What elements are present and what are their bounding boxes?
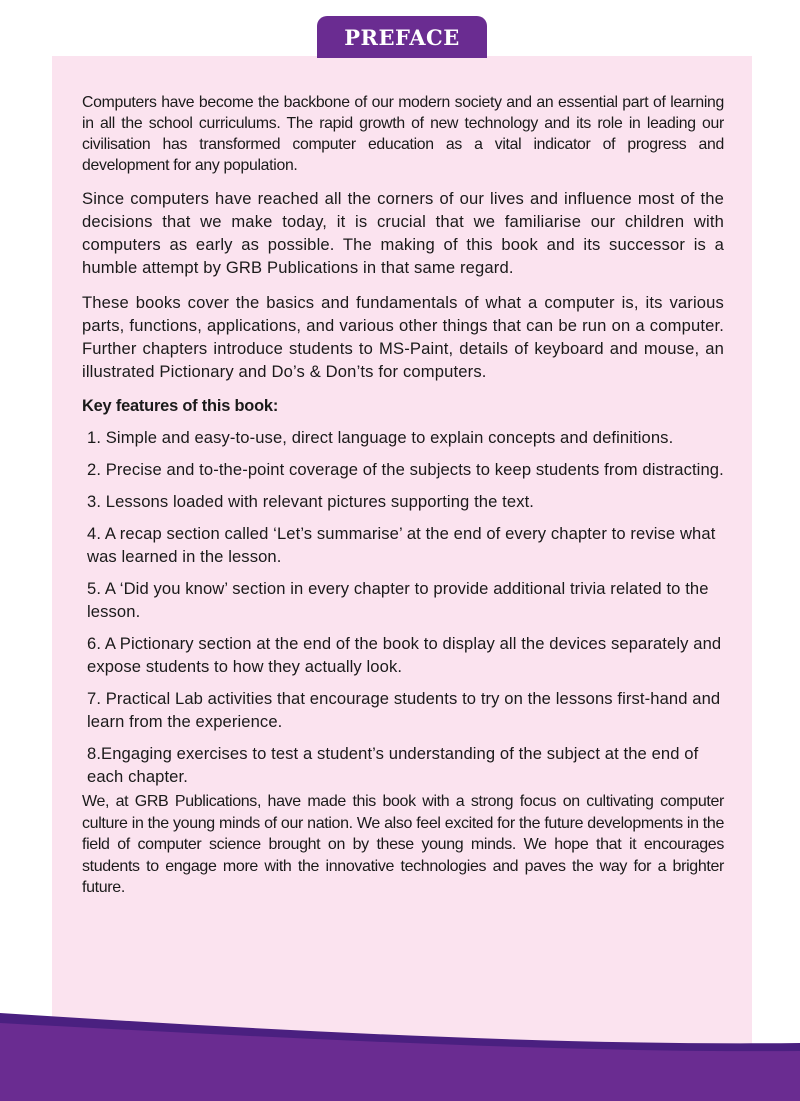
paragraph-2: Since computers have reached all the corners of our lives and influence most of the decisions that we make today, it is crucial that we familiarise our children with computers as early as possible. The making of this book and its successor is a humble attempt by GRB Publications in that same regard. — [82, 189, 724, 277]
title-tab — [317, 16, 487, 58]
feature-item: 2. Precise and to-the-point coverage of the subjects to keep students from distracting. — [87, 460, 724, 479]
feature-item: 1. Simple and easy-to-use, direct language to explain concepts and definitions. — [87, 428, 674, 447]
paragraph-1: Computers have become the backbone of our modern society and an essential part of learning in all the school curriculums. The rapid growth of new technology and its role in leading our civilisation has transformed computer education as a vital indicator of progress and development for any population. — [82, 94, 724, 174]
feature-item: 6. A Pictionary section at the end of the book to display all the devices separately and expose students to how they actually look. — [87, 634, 722, 676]
feature-item: 3. Lessons loaded with relevant pictures supporting the text. — [87, 492, 535, 511]
feature-item: 8.Engaging exercises to test a student’s understanding of the subject at the end of each chapter. — [87, 744, 699, 786]
paragraph-3: These books cover the basics and fundamentals of what a computer is, its various parts, functions, applications, and various other things that can be run on a computer. Further chapters introduce students to MS-Paint, details of keyboard and mouse, an illustrated Pictionary and Do’s & Don’ts for computers. — [82, 293, 724, 381]
preface-body — [82, 92, 724, 911]
closing-paragraph: We, at GRB Publications, have made this book with a strong focus on cultivating computer culture in the young minds of our nation. We also feel excited for the future developments in the field of computer science brought on by these young minds. We hope that it encourages students to engage more with the innovative technologies and paves the way for a brighter future. — [82, 793, 724, 896]
bottom-wave-decoration — [0, 1001, 800, 1101]
feature-item: 5. A ‘Did you know’ section in every chapter to provide additional trivia related to the lesson. — [87, 579, 709, 621]
feature-item: 4. A recap section called ‘Let’s summarise’ at the end of every chapter to revise what was learned in the lesson. — [87, 524, 716, 566]
page-title: PREFACE — [344, 24, 460, 50]
features-list — [82, 426, 724, 788]
feature-item: 7. Practical Lab activities that encourage students to try on the lessons first-hand and learn from the experience. — [87, 689, 721, 731]
features-heading: Key features of this book: — [82, 397, 279, 415]
